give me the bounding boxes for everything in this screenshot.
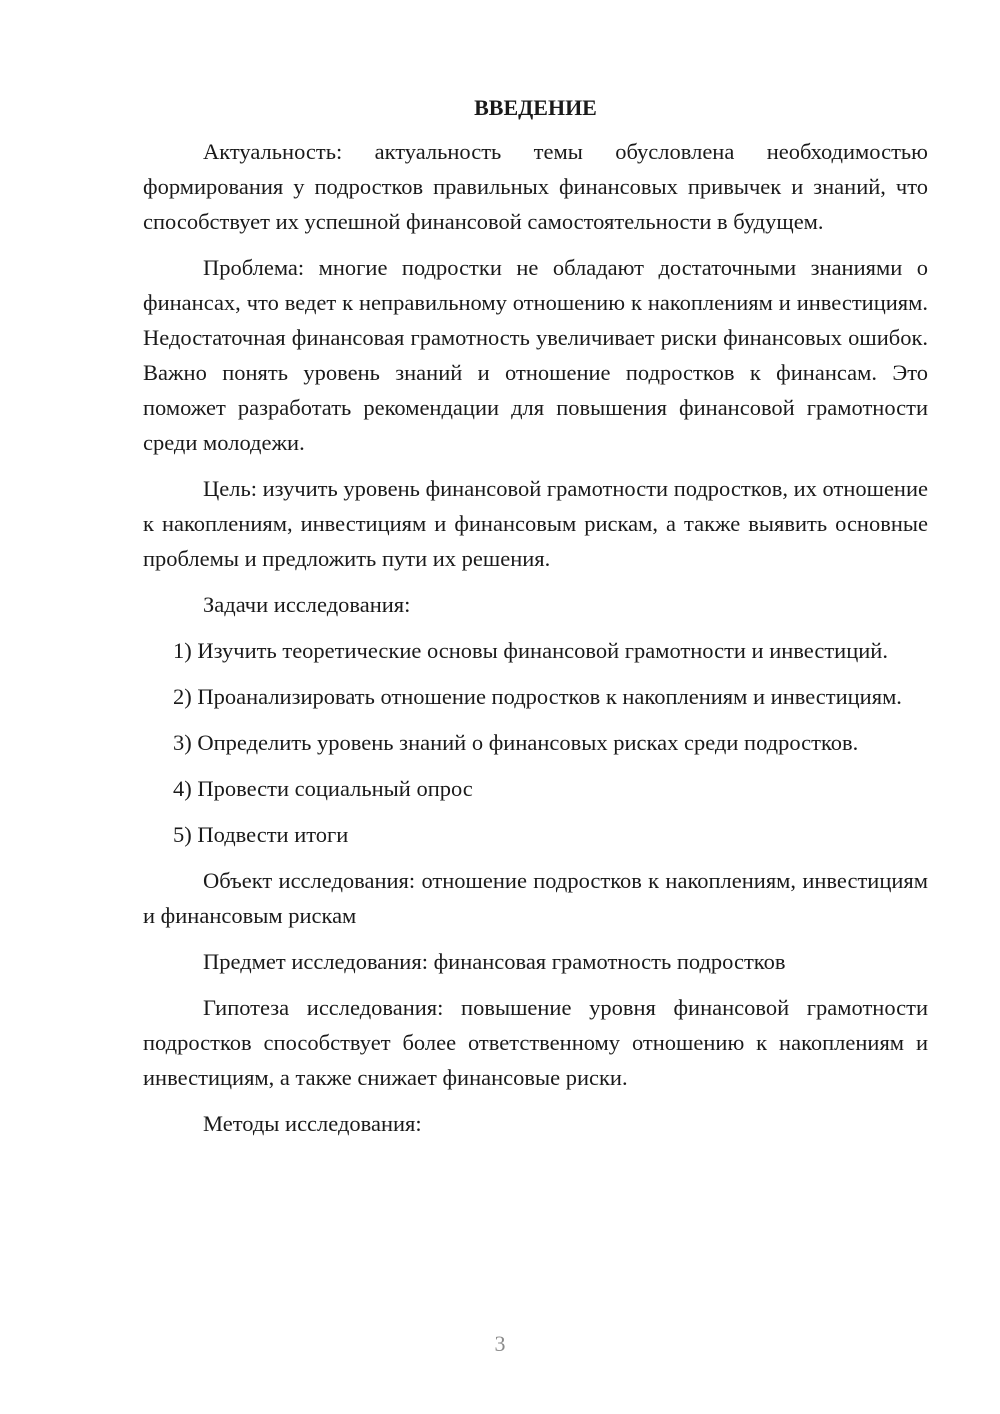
paragraph-object: Объект исследования: отношение подростков к накоплениям, инвестициям и финансовым рискам [143, 868, 928, 928]
task-item-4: 4) Провести социальный опрос [173, 776, 473, 801]
section-title: ВВЕДЕНИЕ [474, 95, 597, 120]
task-item-1: 1) Изучить теоретические основы финансовой грамотности и инвестиций. [173, 638, 888, 663]
paragraph-relevance: Актуальность: актуальность темы обусловлена необходимостью формирования у подростков правильных финансовых привычек и знаний, что способствует их успешной финансовой самостоятельности в будущем. [143, 139, 928, 234]
paragraph-subject: Предмет исследования: финансовая грамотность подростков [203, 949, 786, 974]
paragraph-tasks-heading: Задачи исследования: [203, 592, 411, 617]
task-item-5: 5) Подвести итоги [173, 822, 349, 847]
paragraph-problem: Проблема: многие подростки не обладают достаточными знаниями о финансах, что ведет к неправильному отношению к накоплениям и инвестициям. Недостаточная финансовая грамотность увеличивает риски финансовых ошибок. Важно понять уровень знаний и отношение подростков к финансам. Это поможет разработать рекомендации для повышения финансовой грамотности среди молодежи. [143, 255, 928, 455]
paragraph-methods: Методы исследования: [203, 1111, 422, 1136]
paragraph-hypothesis: Гипотеза исследования: повышение уровня финансовой грамотности подростков способствует более ответственному отношению к накоплениям и инвестициям, а также снижает финансовые риски. [143, 995, 928, 1090]
page-number: 3 [494, 1331, 506, 1356]
paragraph-goal: Цель: изучить уровень финансовой грамотности подростков, их отношение к накоплениям, инвестициям и финансовым рискам, а также выявить основные проблемы и предложить пути их решения. [143, 476, 928, 571]
task-item-3: 3) Определить уровень знаний о финансовых рисках среди подростков. [173, 730, 859, 755]
task-item-2: 2) Проанализировать отношение подростков к накоплениям и инвестициям. [173, 684, 902, 709]
page-content [143, 93, 928, 1152]
